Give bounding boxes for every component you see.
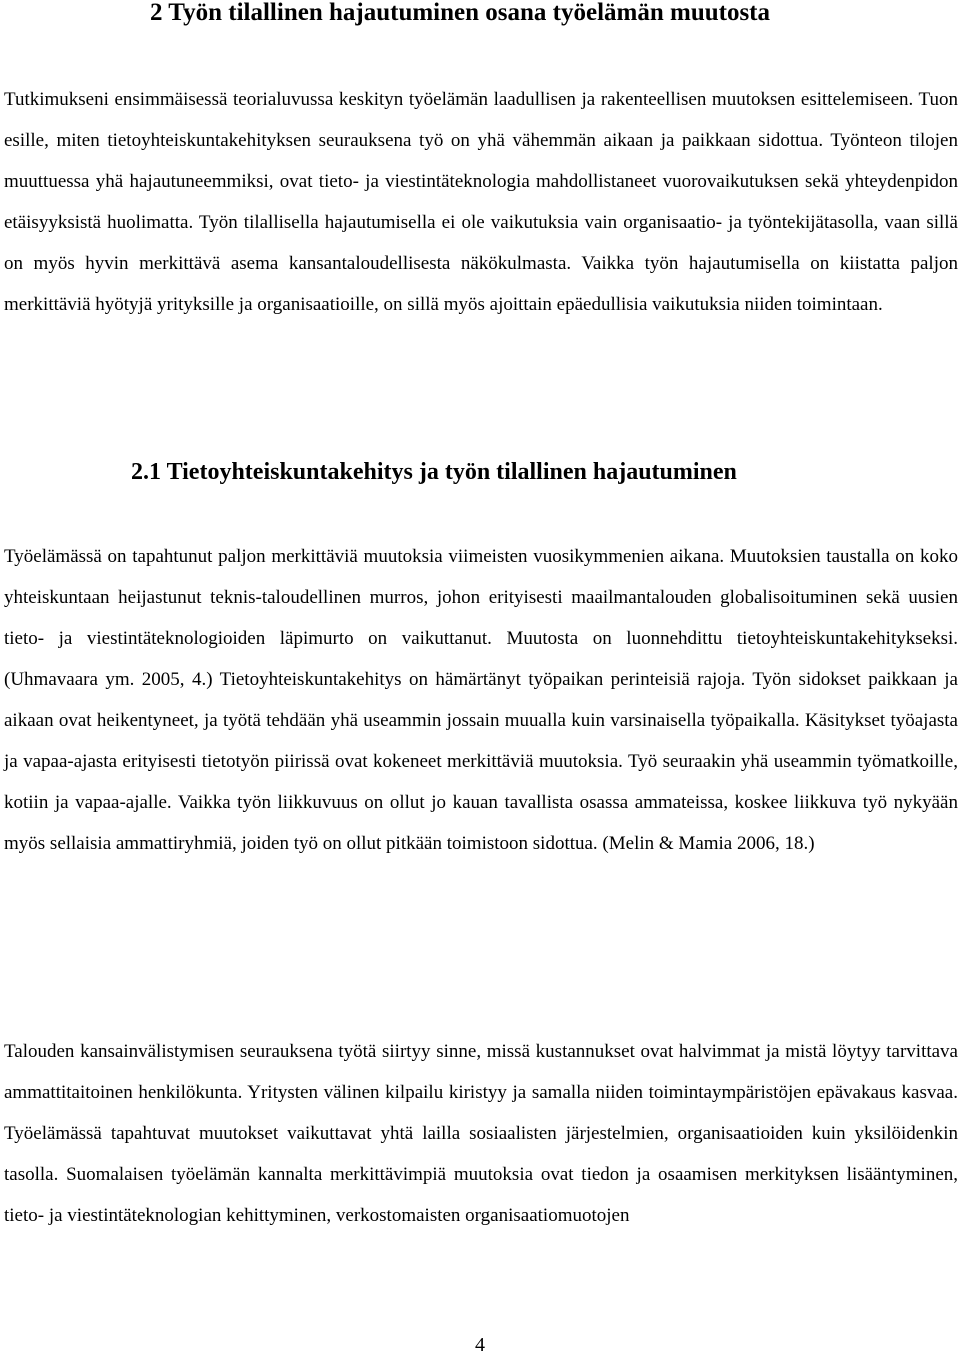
page-number: 4 bbox=[475, 1334, 485, 1356]
body-paragraph-intro: Tutkimukseni ensimmäisessä teorialuvussa keskityn työelämän laadullisen ja rakenteellisen muutoksen esittelemiseen. Tuon esille, miten tietoyhteiskuntakehityksen seurauksena työ on yhä vähemmän aikaan ja paikkaan sidottua. Työnteon tilojen muuttuessa yhä hajautuneemmiksi, ovat tieto- ja viestintäteknologia mahdollistaneet vuorovaikutuksen sekä yhteydenpidon etäisyyksistä huolimatta. Työn tilallisella hajautumisella ei ole vaikutuksia vain organisaatio- ja työntekijätasolla, vaan sillä on myös hyvin merkittävä asema kansantaloudellisesta näkökulmasta. Vaikka työn hajautumisella on kiistatta paljon merkittäviä hyötyjä yrityksille ja organisaatioille, on sillä myös ajoittain epäedullisia vaikutuksia niiden toimintaan. bbox=[4, 89, 958, 315]
chapter-heading: 2 Työn tilallinen hajautuminen osana työelämän muutosta bbox=[150, 0, 771, 26]
body-paragraph-changes: Työelämässä on tapahtunut paljon merkittäviä muutoksia viimeisten vuosikymmenien aikana. Muutoksien taustalla on koko yhteiskuntaan heijastunut teknis-taloudellinen murros, johon erityisesti maailmantalouden globalisoituminen sekä uusien tieto- ja viestintäteknologioiden läpimurto on vaikuttanut. Muutosta on luonnehdittu tietoyhteiskuntakehitykseksi. (Uhmavaara ym. 2005, 4.) Tietoyhteiskuntakehitys on hämärtänyt työpaikan perinteisiä rajoja. Työn sidokset paikkaan ja aikaan ovat heikentyneet, ja työtä tehdään yhä useammin jossain muualla kuin varsinaisella työpaikalla. Käsitykset työajasta ja vapaa-ajasta erityisesti tietotyön piirissä ovat kokeneet merkittäviä muutoksia. Työ seuraakin yhä useammin työmatkoille, kotiin ja vapaa-ajalle. Vaikka työn liikkuvuus on ollut jo kauan tavallista osassa ammateissa, koskee liikkuva työ nykyään myös sellaisia ammattiryhmiä, joiden työ on ollut pitkään toimistoon sidottua. (Melin & Mamia 2006, 18.) bbox=[4, 546, 958, 854]
section-heading: 2.1 Tietoyhteiskuntakehitys ja työn tilallinen hajautuminen bbox=[131, 459, 737, 485]
body-paragraph-internationalization: Talouden kansainvälistymisen seurauksena työtä siirtyy sinne, missä kustannukset ovat halvimmat ja mistä löytyy tarvittava ammattitaitoinen henkilökunta. Yritysten välinen kilpailu kiristyy ja samalla niiden toimintaympäristöjen epävakaus kasvaa. Työelämässä tapahtuvat muutokset vaikuttavat yhtä lailla sosiaalisten järjestelmien, organisaatioiden kuin yksilöidenkin tasolla. Suomalaisen työelämän kannalta merkittävimpiä muutoksia ovat tiedon ja osaamisen merkityksen lisääntyminen, tieto- ja viestintäteknologian kehittyminen, verkostomaisten organisaatiomuotojen bbox=[4, 1041, 958, 1226]
